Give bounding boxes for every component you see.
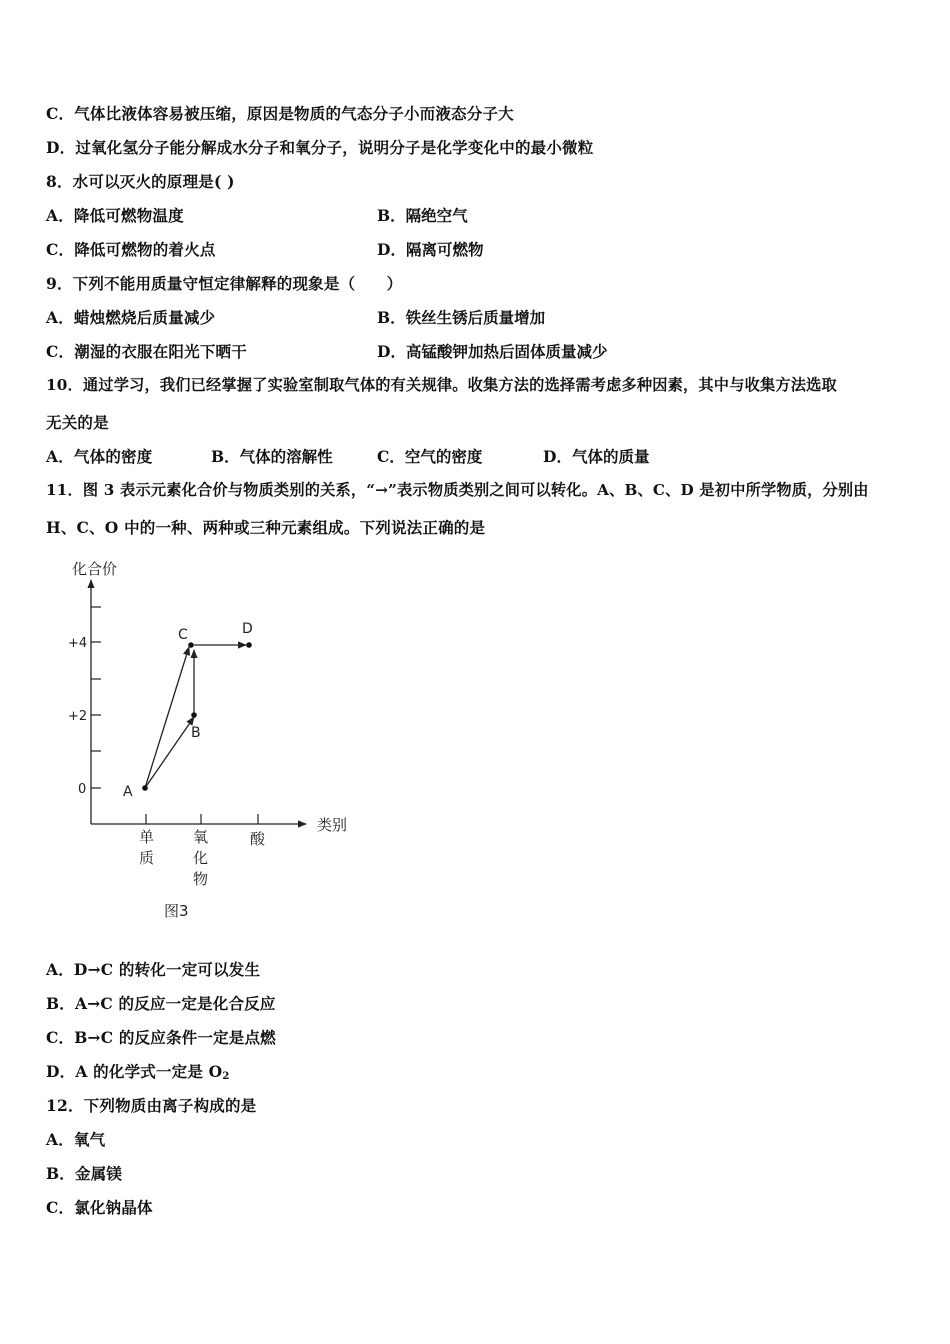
point-a bbox=[142, 785, 148, 791]
x-axis-label: 类别 bbox=[317, 816, 348, 834]
q12-option-c: C．氯化钠晶体 bbox=[46, 1198, 153, 1217]
q8-stem: 8．水可以灭火的原理是( ) bbox=[46, 172, 235, 191]
q7-option-c: C．气体比液体容易被压缩，原因是物质的气态分子小而液态分子大 bbox=[46, 104, 514, 123]
arrow-a-to-c bbox=[145, 647, 189, 788]
q12-option-a: A．氧气 bbox=[46, 1130, 106, 1149]
q11-option-d bbox=[46, 1060, 230, 1082]
x-category-label: 酸 bbox=[250, 830, 266, 848]
x-category-label: 单 bbox=[139, 828, 155, 846]
y-tick-label: +2 bbox=[68, 709, 88, 724]
q11-option-d-subscript: 2 bbox=[222, 1071, 230, 1082]
q12-option-b: B．金属镁 bbox=[46, 1164, 123, 1183]
q8-option-a: A．降低可燃物温度 bbox=[46, 206, 184, 225]
y-tick-label: 0 bbox=[78, 782, 87, 797]
y-ticks bbox=[91, 607, 101, 788]
q8-option-c: C．降低可燃物的着火点 bbox=[46, 240, 216, 259]
q10-stem-line1: 10．通过学习，我们已经掌握了实验室制取气体的有关规律。收集方法的选择需考虑多种因素，其中与收集方法选取 bbox=[46, 376, 837, 394]
q7-option-d: D．过氧化氢分子能分解成水分子和氧分子，说明分子是化学变化中的最小微粒 bbox=[46, 138, 594, 157]
point-c-label: C bbox=[178, 627, 188, 643]
x-category-label: 化 bbox=[193, 849, 209, 867]
q11-option-b: B．A→C 的反应一定是化合反应 bbox=[46, 994, 276, 1013]
point-b-label: B bbox=[191, 725, 201, 741]
point-c bbox=[188, 642, 194, 648]
x-category-label: 质 bbox=[139, 849, 155, 867]
point-d bbox=[246, 642, 252, 648]
valence-class-diagram bbox=[60, 552, 370, 932]
q11-option-d-text: D．A 的化学式一定是 O bbox=[46, 1062, 223, 1081]
q9-option-a: A．蜡烛燃烧后质量减少 bbox=[46, 308, 216, 327]
point-b bbox=[191, 712, 197, 718]
q8-option-d: D．隔离可燃物 bbox=[377, 240, 484, 259]
point-d-label: D bbox=[242, 621, 253, 637]
q10-option-b: B．气体的溶解性 bbox=[211, 447, 333, 466]
y-axis-label: 化合价 bbox=[72, 560, 118, 578]
q11-option-a: A．D→C 的转化一定可以发生 bbox=[46, 960, 261, 979]
q11-option-c: C．B→C 的反应条件一定是点燃 bbox=[46, 1028, 276, 1047]
q9-option-c: C．潮湿的衣服在阳光下晒干 bbox=[46, 342, 247, 361]
y-tick-label: +4 bbox=[68, 636, 88, 651]
q8-option-b: B．隔绝空气 bbox=[377, 206, 468, 225]
q10-option-d: D．气体的质量 bbox=[543, 447, 650, 466]
q10-stem-line2: 无关的是 bbox=[46, 413, 109, 432]
point-a-label: A bbox=[123, 784, 133, 800]
x-category-label: 物 bbox=[193, 870, 209, 888]
q12-stem: 12．下列物质由离子构成的是 bbox=[46, 1096, 257, 1115]
q9-option-b: B．铁丝生锈后质量增加 bbox=[377, 308, 546, 327]
arrow-a-to-b bbox=[145, 717, 194, 788]
figure-caption: 图3 bbox=[164, 902, 189, 920]
q10-option-a: A．气体的密度 bbox=[46, 447, 153, 466]
q9-stem: 9．下列不能用质量守恒定律解释的现象是（ ） bbox=[46, 274, 403, 293]
x-ticks bbox=[146, 814, 258, 824]
x-category-label: 氧 bbox=[193, 828, 209, 846]
q11-stem-line1: 11．图 3 表示元素化合价与物质类别的关系，“→”表示物质类别之间可以转化。A、B、C、D 是初中所学物质，分别由 bbox=[46, 481, 869, 499]
q11-stem-line2: H、C、O 中的一种、两种或三种元素组成。下列说法正确的是 bbox=[46, 518, 486, 537]
q9-option-d: D．高锰酸钾加热后固体质量减少 bbox=[377, 342, 608, 361]
q10-option-c: C．空气的密度 bbox=[377, 447, 483, 466]
